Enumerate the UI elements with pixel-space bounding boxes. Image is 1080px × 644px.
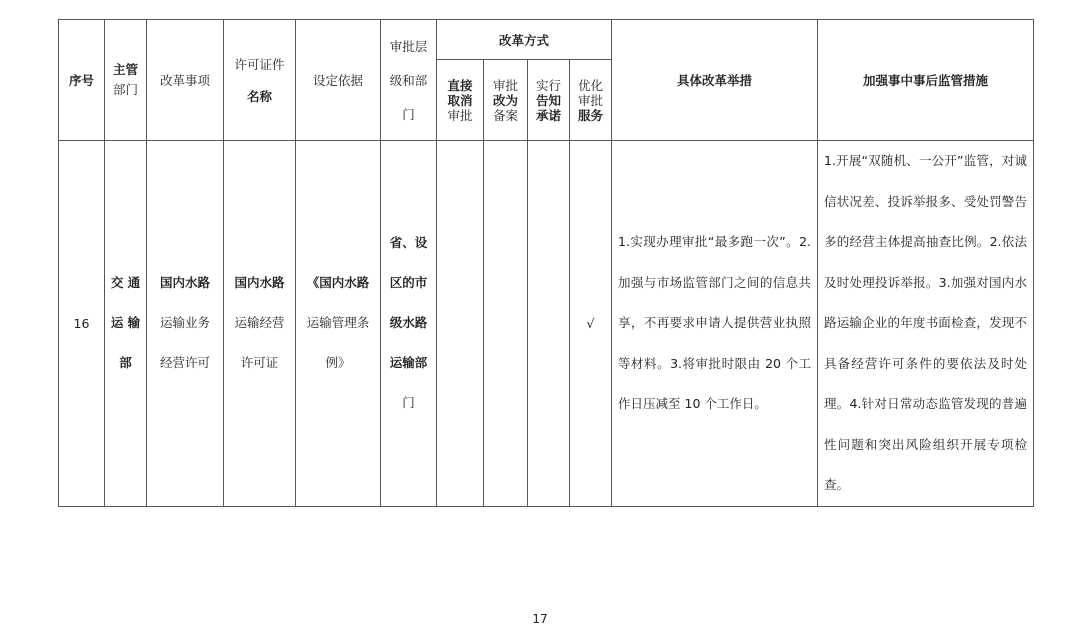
header-level: 审批层 级和部 门 — [381, 20, 437, 141]
page-number: 17 — [532, 612, 548, 626]
row-level: 省、设 区的市 级水路 运输部 门 — [381, 141, 437, 507]
header-item: 改革事项 — [147, 20, 224, 141]
header-mode-service: 优化 审批 服务 — [570, 60, 612, 141]
header-mode-commitment: 实行 告知 承诺 — [528, 60, 570, 141]
header-mode-filing: 审批 改为 备案 — [484, 60, 528, 141]
header-basis: 设定依据 — [296, 20, 381, 141]
header-measures: 具体改革举措 — [612, 20, 818, 141]
header-dept: 主管 部门 — [105, 20, 147, 141]
header-supervision: 加强事中事后监管措施 — [818, 20, 1034, 141]
header-mode-cancel: 直接 取消 审批 — [437, 60, 484, 141]
header-reform-mode: 改革方式 — [437, 20, 612, 60]
row-seq: 16 — [59, 141, 105, 507]
table-row — [59, 141, 1034, 507]
reform-table — [58, 19, 1034, 507]
header-license: 许可证件 名称 — [224, 20, 296, 141]
row-dept: 交 通 运 输 部 — [105, 141, 147, 507]
header-seq: 序号 — [59, 20, 105, 141]
row-item: 国内水路 运输业务 经营许可 — [147, 141, 224, 507]
row-supervision: 1.开展“双随机、一公开”监管，对诚信状况差、投诉举报多、受处罚警告多的经营主体提高抽查比例。2.依法及时处理投诉举报。3.加强对国内水路运输企业的年度书面检查，发现不具备经营许可条件的要依法及时处理。4.针对日常动态监管发现的普遍性问题和突出风险组织开展专项检查。 — [818, 141, 1034, 507]
row-mode-cancel — [437, 141, 484, 507]
row-mode-filing — [484, 141, 528, 507]
row-measures: 1.实现办理审批“最多跑一次”。2.加强与市场监管部门之间的信息共享，不再要求申请人提供营业执照等材料。3.将审批时限由 20 个工作日压减至 10 个工作日。 — [612, 141, 818, 507]
row-basis: 《国内水路 运输管理条 例》 — [296, 141, 381, 507]
row-license: 国内水路 运输经营 许可证 — [224, 141, 296, 507]
row-mode-commitment — [528, 141, 570, 507]
row-mode-service: √ — [570, 141, 612, 507]
